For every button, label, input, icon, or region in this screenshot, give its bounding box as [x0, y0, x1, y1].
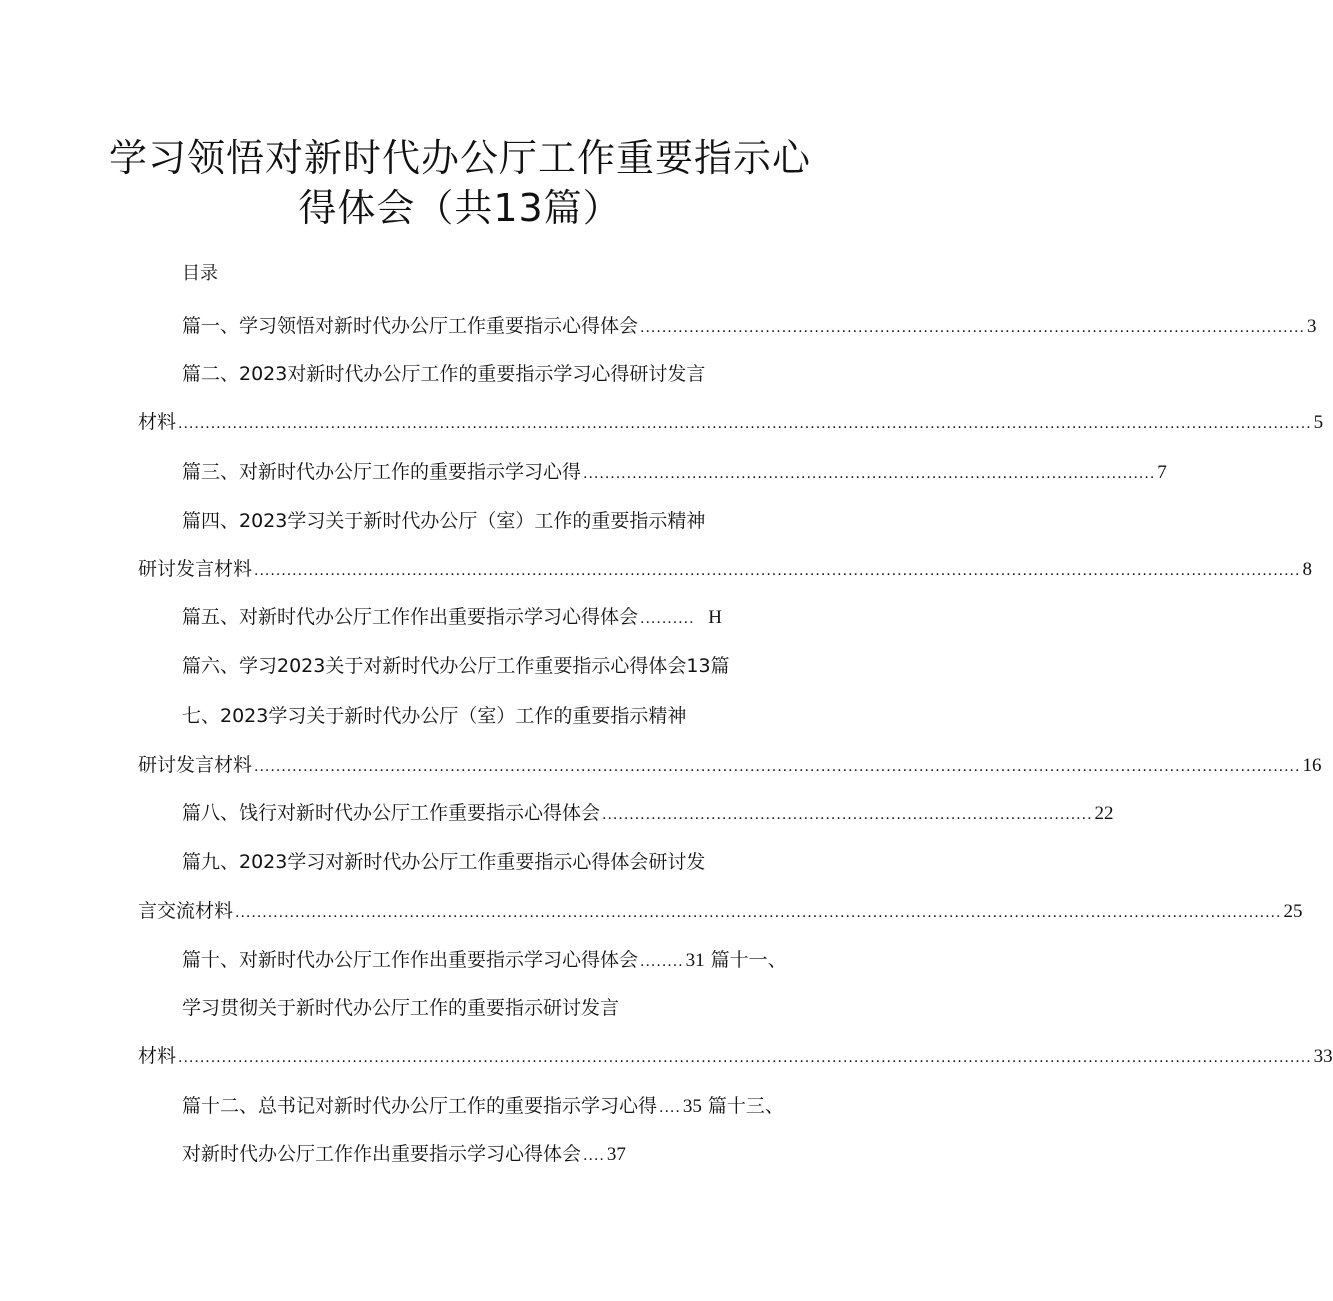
toc-page-number: 22: [1094, 803, 1114, 824]
toc-entry-11-line-2[interactable]: 学习贯彻关于新时代办公厅工作的重要指示研讨发言: [182, 997, 620, 1019]
toc-entry-text: 材料: [138, 1045, 177, 1067]
toc-page-number: 16: [1302, 755, 1322, 776]
toc-entry-8[interactable]: [182, 800, 1114, 828]
toc-entry-12[interactable]: [182, 1093, 784, 1121]
toc-entry-text: 篇一、学习领悟对新时代办公厅工作重要指示心得体会: [182, 315, 639, 337]
toc-entry-text: 篇三、对新时代办公厅工作的重要指示学习心得: [182, 461, 582, 483]
toc-entry-11-line-3[interactable]: [138, 1043, 1333, 1071]
document-title-line-1: 学习领悟对新时代办公厅工作重要指示心: [108, 136, 811, 180]
toc-entry-6[interactable]: 篇六、学习2023关于对新时代办公厅工作重要指示心得体会13篇: [182, 655, 730, 677]
toc-entry-2-line-1[interactable]: 篇二、2023对新时代办公厅工作的重要指示学习心得研讨发言: [182, 363, 706, 385]
toc-entry-7-line-1[interactable]: 七、2023学习关于新时代办公厅（室）工作的重要指示精神: [182, 705, 687, 727]
toc-entry-1[interactable]: [182, 313, 1317, 341]
toc-leader-dots: ..........: [640, 611, 695, 627]
toc-entry-3[interactable]: [182, 459, 1167, 487]
toc-entry-10[interactable]: [182, 947, 787, 975]
toc-leader-dots: ....: [583, 1148, 605, 1164]
toc-page-number: 31: [685, 950, 705, 971]
toc-page-number: H: [708, 607, 722, 628]
toc-entry-4-line-2[interactable]: [138, 556, 1312, 584]
toc-entry-13-start: 篇十三、: [707, 1095, 784, 1117]
toc-leader-dots: ........: [640, 954, 684, 970]
toc-entry-text: 篇八、饯行对新时代办公厅工作重要指示心得体会: [182, 802, 601, 824]
toc-leader-dots: ................................................................................................................................................................................................................: [178, 416, 1312, 432]
toc-leader-dots: ....: [659, 1100, 681, 1116]
toc-leader-dots: ..........................................................................................: [602, 807, 1093, 823]
toc-leader-dots: ................................................................................................................................................................................................: [254, 563, 1301, 579]
toc-entry-9-line-1[interactable]: 篇九、2023学习对新时代办公厅工作重要指示心得体会研讨发: [182, 851, 706, 873]
toc-leader-dots: ................................................................................................................................................................................................: [254, 759, 1301, 775]
toc-page-number: 3: [1306, 316, 1317, 337]
toc-entry-4-line-1[interactable]: 篇四、2023学习关于新时代办公厅（室）工作的重要指示精神: [182, 510, 706, 532]
toc-entry-2-line-2[interactable]: [138, 409, 1324, 437]
toc-entry-7-line-2[interactable]: [138, 752, 1322, 780]
toc-page-number: 5: [1313, 412, 1324, 433]
toc-entry-text: 研讨发言材料: [138, 558, 253, 580]
toc-leader-dots: ..........................................................................................................................: [640, 320, 1305, 336]
toc-entry-text: 篇五、对新时代办公厅工作作出重要指示学习心得体会: [182, 606, 639, 628]
toc-entry-text: 材料: [138, 411, 177, 433]
document-title-line-2: 得体会（共13篇）: [298, 186, 622, 230]
toc-page-number: 7: [1157, 462, 1167, 483]
toc-leader-dots: ................................................................................................................................................................................................................: [178, 1050, 1312, 1066]
toc-heading: 目录: [182, 263, 218, 284]
toc-leader-dots: ................................................................................................................................................................................................: [235, 905, 1282, 921]
toc-page-number: 8: [1302, 559, 1312, 580]
toc-entry-text: 篇十二、总书记对新时代办公厅工作的重要指示学习心得: [182, 1095, 658, 1117]
toc-page-number: 37: [606, 1144, 626, 1165]
toc-entry-text: 研讨发言材料: [138, 754, 253, 776]
toc-entry-9-line-2[interactable]: [138, 898, 1303, 926]
toc-page-number: 25: [1283, 901, 1303, 922]
toc-entry-11-start: 篇十一、: [710, 949, 787, 971]
toc-page-number: 35: [682, 1096, 702, 1117]
toc-entry-text: 言交流材料: [138, 900, 234, 922]
toc-entry-text: 篇十、对新时代办公厅工作作出重要指示学习心得体会: [182, 949, 639, 971]
toc-leader-dots: .........................................................................................................: [583, 466, 1156, 482]
toc-entry-text: 对新时代办公厅工作作出重要指示学习心得体会: [182, 1143, 582, 1165]
toc-entry-13-line-2[interactable]: [182, 1141, 626, 1169]
toc-page-number: 33: [1313, 1046, 1333, 1067]
toc-entry-5[interactable]: [182, 604, 722, 632]
